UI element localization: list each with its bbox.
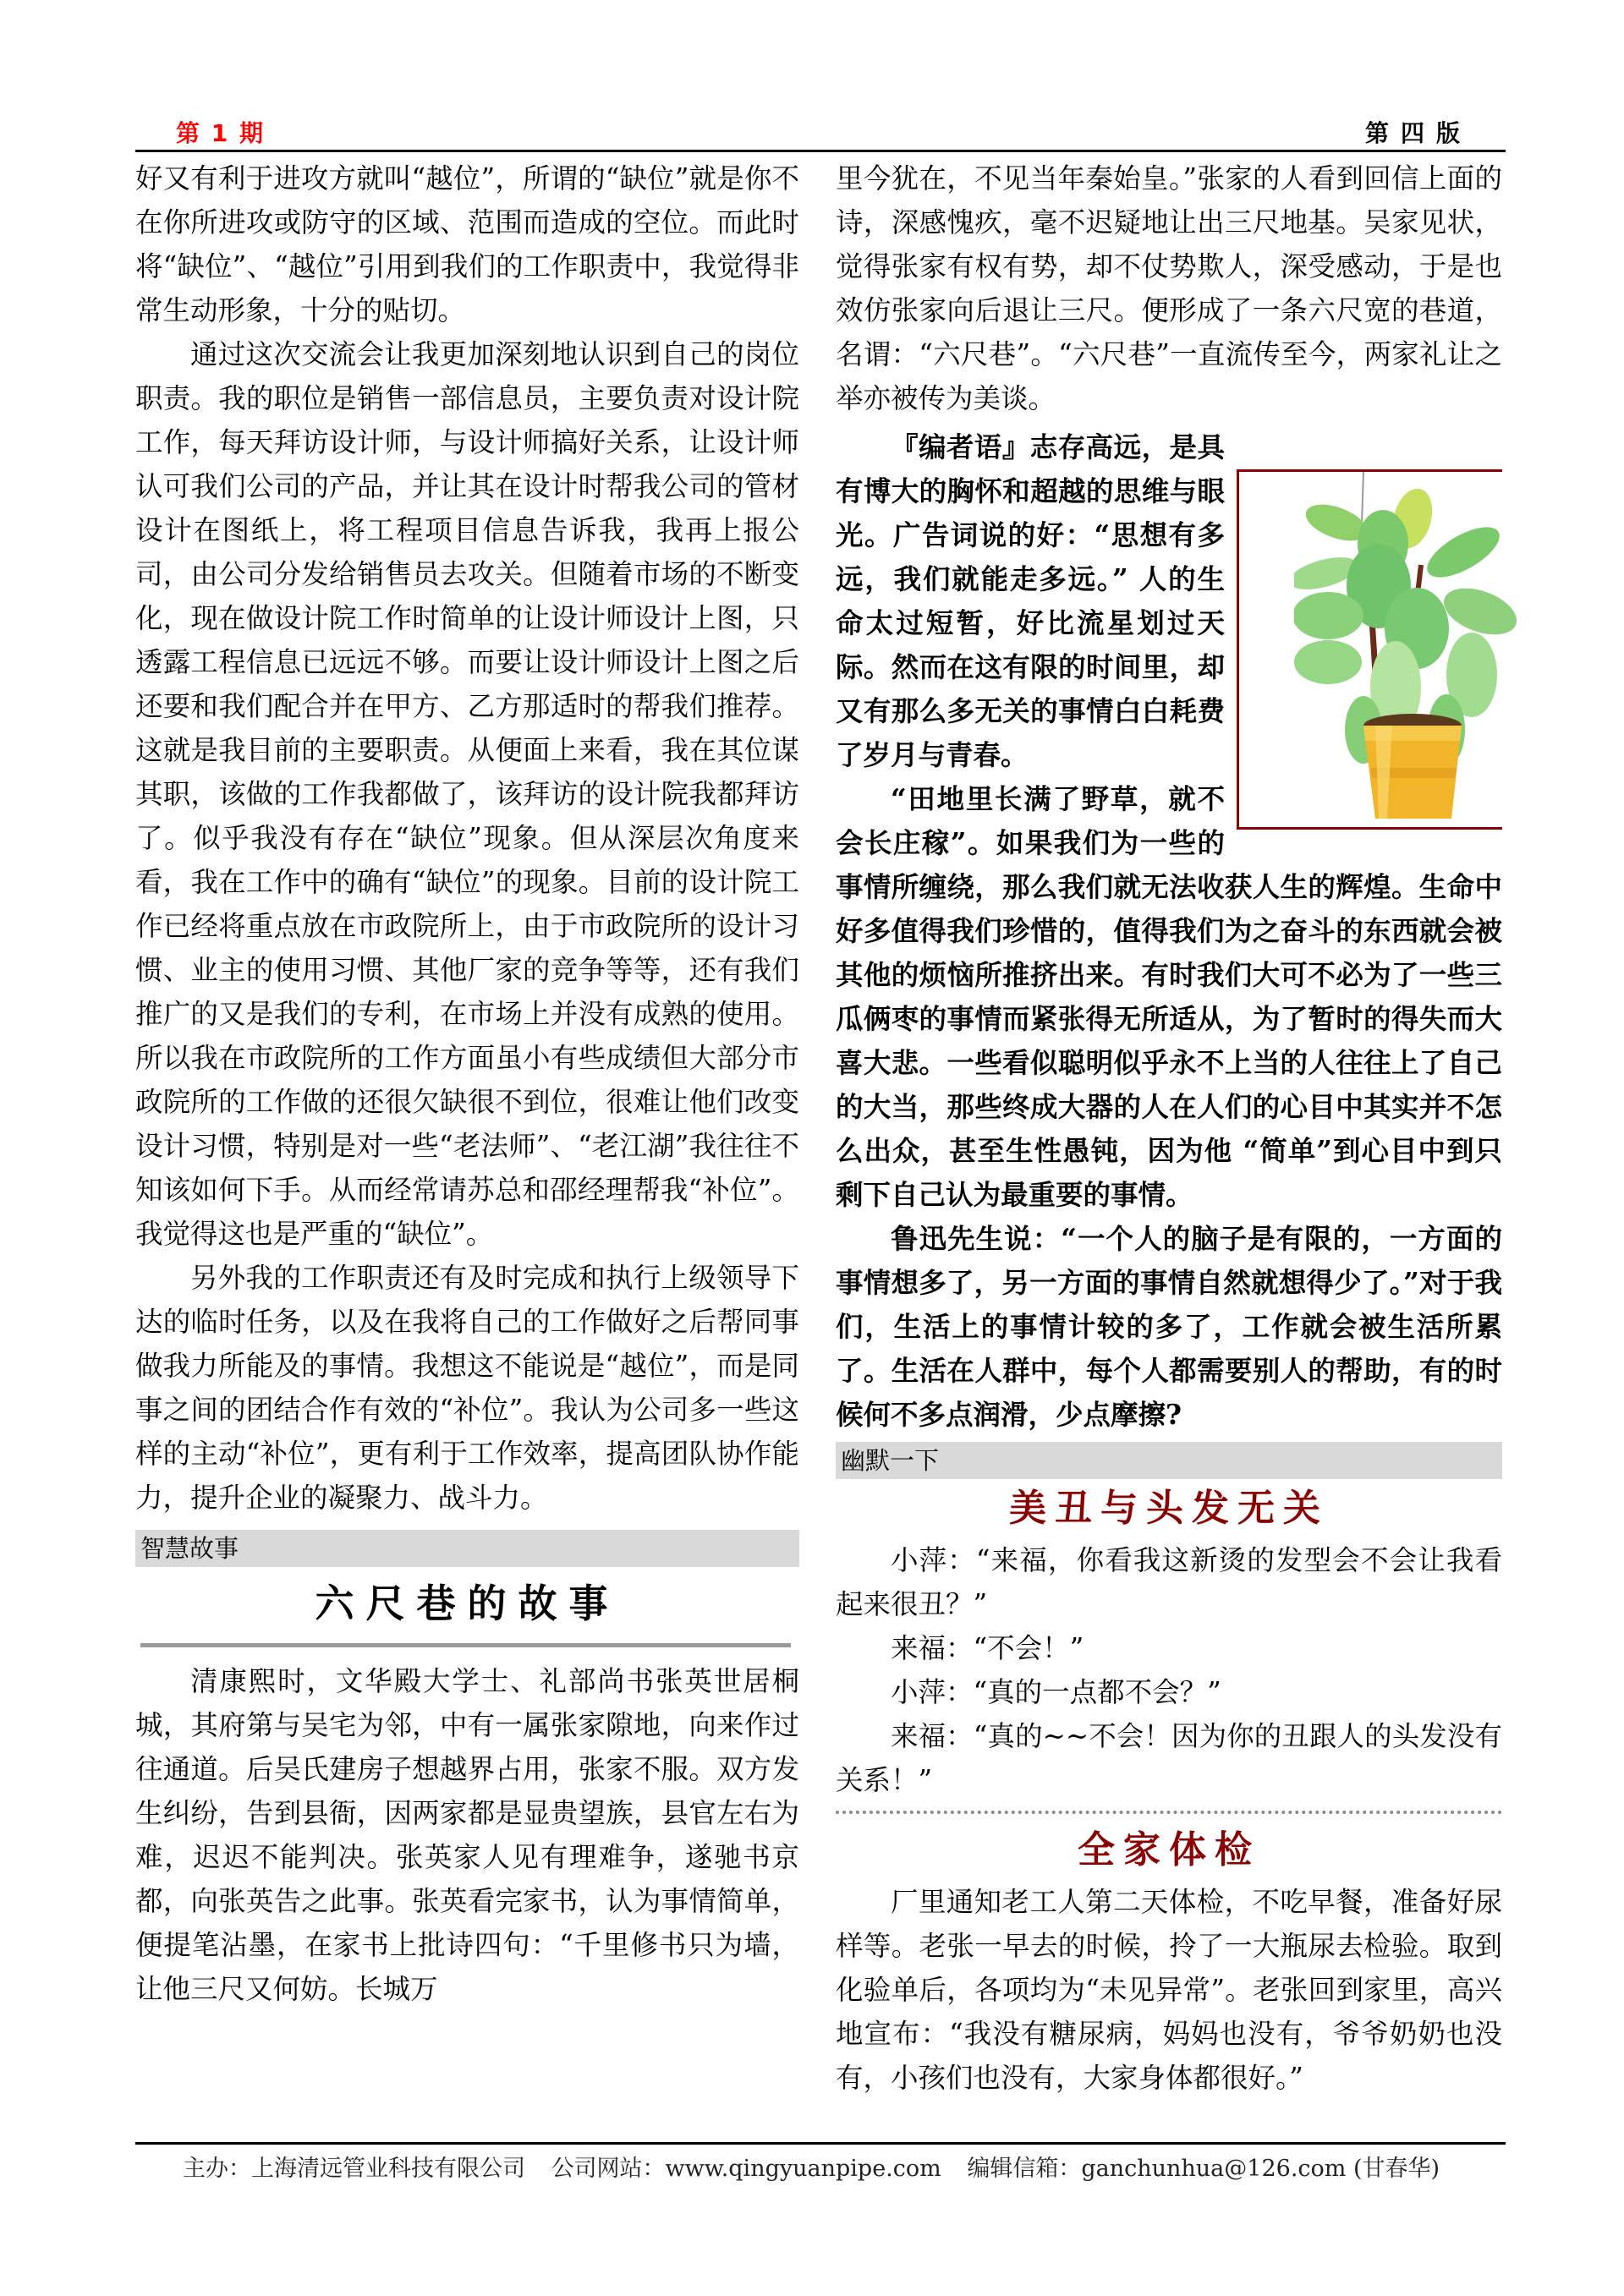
dotted-divider — [836, 1811, 1502, 1814]
page-header — [135, 115, 1506, 149]
story-continued: 里今犹在，不见当年秦始皇。”张家的人看到回信上面的诗，深感愧疚，毫不迟疑地让出三尺地基。吴家见状，觉得张家有权有势，却不仗势欺人，深受感动，于是也效仿张家向后退让三尺。便形成了一条六尺宽的巷道，名谓：“六尺巷”。“六尺巷”一直流传至今，两家礼让之举亦被传为美谈。 — [836, 162, 1502, 414]
title-rule — [140, 1643, 791, 1647]
footer-email[interactable]: 编辑信箱：ganchunhua@126.com (甘春华) — [967, 2156, 1440, 2182]
joke-line: 来福：“不会！” — [891, 1632, 1084, 1664]
footer-sponsor: 主办：上海清远管业科技有限公司 — [182, 2156, 525, 2182]
footer-rule — [135, 2142, 1506, 2145]
joke-title: 全家体检 — [1078, 1828, 1260, 1871]
story-title: 六尺巷的故事 — [315, 1581, 620, 1626]
joke-line: 小萍：“真的一点都不会？” — [891, 1676, 1221, 1708]
left-column — [135, 156, 799, 2011]
joke-line: 小萍：“来福，你看我这新烫的发型会不会让我看起来很丑？” — [836, 1544, 1502, 1620]
article-paragraph: 好又有利于进攻方就叫“越位”，所谓的“缺位”就是你不在你所进攻或防守的区域、范围而造成的空位。而此时将“缺位”、“越位”引用到我们的工作职责中，我觉得非常生动形象，十分的贴切。 — [135, 162, 799, 326]
edition-label: 第四版 — [1364, 119, 1472, 147]
joke-paragraph: 厂里通知老工人第二天体检，不吃早餐，准备好尿样等。老张一早去的时候，拎了一大瓶尿去检验。取到化验单后，各项均为“未见异常”。老张回到家里，高兴地宣布：“我没有糖尿病，妈妈也没有，爷爷奶奶也没有，小孩们也没有，大家身体都很好。” — [836, 1886, 1502, 2094]
footer-website[interactable]: 公司网站：www.qingyuanpipe.com — [551, 2156, 941, 2182]
plant-icon — [1294, 472, 1555, 827]
section-label-wisdom-story: 智慧故事 — [135, 1530, 799, 1567]
footer — [135, 2150, 1506, 2183]
header-rule — [135, 150, 1506, 152]
joke-line: 来福：“真的~~不会！因为你的丑跟人的头发没有关系！” — [836, 1720, 1502, 1796]
editor-note-intro — [836, 425, 1502, 777]
joke-title: 美丑与头发无关 — [1009, 1487, 1329, 1530]
editor-note-paragraph: “田地里长满了野草，就不会长庄稼”。如果我们为一些的事情所缠绕，那么我们就无法收获人生的辉煌。生命中好多值得我们珍惜的，值得我们为之奋斗的东西就会被其他的烦恼所推挤出来。有时我们大可不必为了一些三瓜俩枣的事情而紧张得无所适从，为了暂时的得失而大喜大悲。一些看似聪明似乎永不上当的人往往上了自己的大当，那些终成大器的人在人们的心目中其实并不怎么出众，甚至生性愚钝，因为他 “简单”到心目中到只剩下自己认为最重要的事情。 — [836, 782, 1502, 1211]
editor-note-paragraph: 鲁迅先生说：“一个人的脑子是有限的，一方面的事情想多了，另一方面的事情自然就想得少了。”对于我们，生活上的事情计较的多了，工作就会被生活所累了。生活在人群中，每个人都需要别人的帮助，有的时候何不多点润滑，少点摩擦? — [836, 1222, 1502, 1431]
article-paragraph: 另外我的工作职责还有及时完成和执行上级领导下达的临时任务，以及在我将自己的工作做好之后帮同事做我力所能及的事情。我想这不能说是“越位”，而是同事之间的团结合作有效的“补位”。我认为公司多一些这样的主动“补位”，更有利于工作效率，提高团队协作能力，提升企业的凝聚力、战斗力。 — [135, 1262, 799, 1514]
potted-plant-image — [1237, 469, 1502, 830]
article-paragraph: 通过这次交流会让我更加深刻地认识到自己的岗位职责。我的职位是销售一部信息员，主要负责对设计院工作，每天拜访设计师，与设计师搞好关系，让设计师认可我们公司的产品，并让其在设计时帮我公司的管材设计在图纸上，将工程项目信息告诉我，我再上报公司，由公司分发给销售员去攻关。但随着市场的不断变化，现在做设计院工作时简单的让设计师设计上图，只透露工程信息已远远不够。而要让设计师设计上图之后还要和我们配合并在甲方、乙方那适时的帮我们推荐。这就是我目前的主要职责。从便面上来看，我在其位谋其职，该做的工作我都做了，该拜访的设计院我都拜访了。似乎我没有存在“缺位”现象。但从深层次角度来看，我在工作中的确有“缺位”的现象。目前的设计院工作已经将重点放在市政院所上，由于市政院所的设计习惯、业主的使用习惯、其他厂家的竞争等等，还有我们推广的又是我们的专利，在市场上并没有成熟的使用。所以我在市政院所的工作方面虽小有些成绩但大部分市政院所的工作做的还很欠缺很不到位，很难让他们改变设计习惯，特别是对一些“老法师”、“老江湖”我往往不知该如何下手。从而经常请苏总和邵经理帮我“补位”。我觉得这也是严重的“缺位”。 — [135, 338, 799, 1250]
issue-number: 第 1 期 — [176, 119, 265, 147]
editor-note-text: 『编者语』志存高远，是具有博大的胸怀和超越的思维与眼光。广告词说的好：“思想有多远，我们就能走多远。” 人的生命太过短暂，好比流星划过天际。然而在这有限的时间里，却又有那么多无关的事情白白耗费了岁月与青春。 — [836, 430, 1225, 771]
story-paragraph: 清康熙时，文华殿大学士、礼部尚书张英世居桐城，其府第与吴宅为邻，中有一属张家隙地，向来作过往通道。后吴氏建房子想越界占用，张家不服。双方发生纠纷，告到县衙，因两家都是显贵望族，县官左右为难，迟迟不能判决。张英家人见有理难争，遂驰书京都，向张英告之此事。张英看完家书，认为事情简单，便提笔沾墨，在家书上批诗四句：“千里修书只为墙，让他三尺又何妨。长城万 — [135, 1665, 799, 2005]
section-label-humor: 幽默一下 — [836, 1442, 1502, 1479]
right-column — [836, 156, 1502, 2100]
